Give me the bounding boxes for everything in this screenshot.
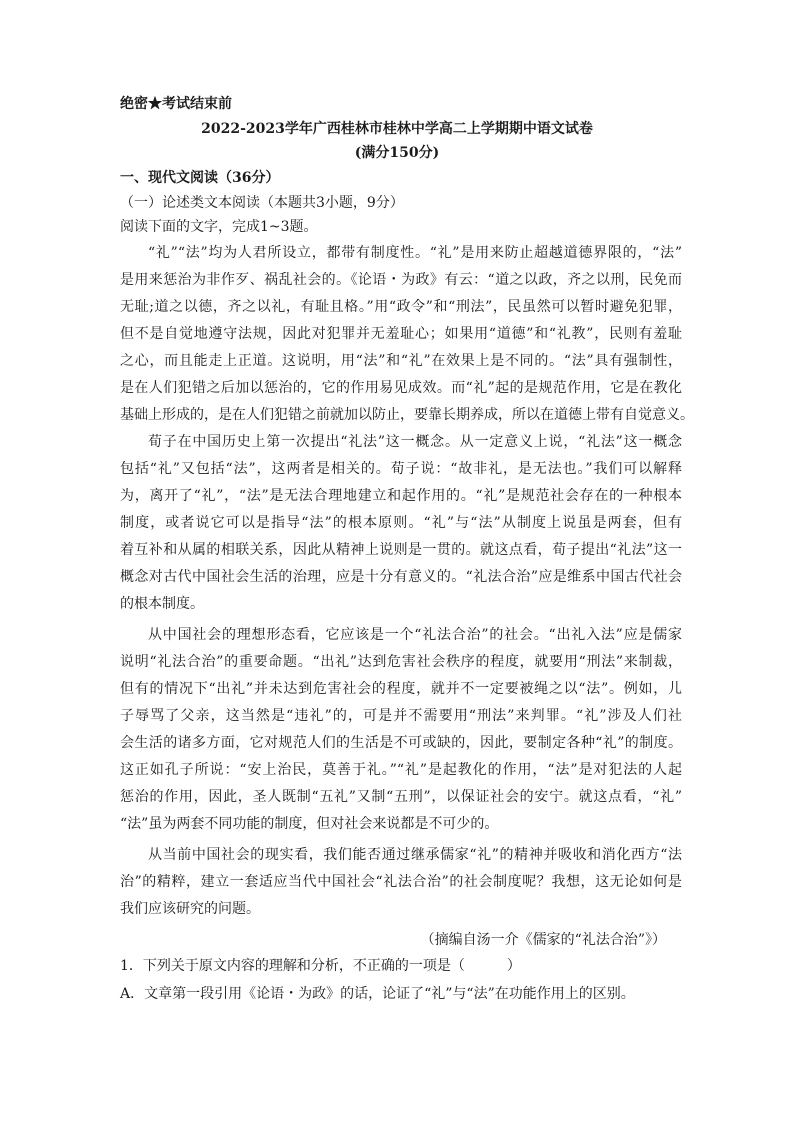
text-line: 说明“礼法合治”的重要命题。“出礼”达到危害社会秩序的程度，就要用“刑法”来制裁， [120, 654, 682, 670]
text-line: 会生活的诸多方面，它对规范人们的生活是不可或缺的，因此，要制定各种“礼”的制度。 [120, 735, 682, 751]
text-line: “礼”“法”均为人君所设立，都带有制度性。“礼”是用来防止超越道德界限的，“法” [148, 245, 682, 261]
text-line: 治”的精粹，建立一套适应当代中国社会“礼法合治”的社会制度呢？我想，这无论如何是 [120, 874, 682, 890]
text-line: 这正如孔子所说：“安上治民，莫善于礼。”“礼”是起教化的作用，“法”是对犯法的人起 [120, 762, 682, 778]
text-line: 之心，而且能走上正道。这说明，用“法”和“礼”在效果上是不同的。“法”具有强制性， [120, 353, 682, 369]
text-line: 但不是自觉地遵守法规，因此对犯罪并无羞耻心；如果用“道德”和“礼教”，民则有羞耻 [120, 326, 682, 342]
text-line: 的根本制度。 [120, 596, 204, 612]
text-line: 但有的情况下“出礼”并未达到危害社会的程度，就并不一定要被绳之以“法”。例如，儿 [120, 681, 682, 697]
reading-instruction: 阅读下面的文字，完成1~3题。 [120, 219, 318, 235]
text-line: 制度，或者说它可以是指导“法”的根本原则。“礼”与“法”从制度上说虽是两套，但有 [120, 515, 682, 531]
text-line: 荀子在中国历史上第一次提出“礼法”这一概念。从一定意义上说，“礼法”这一概念 [148, 434, 682, 450]
text-line: 着互补和从属的相联关系，因此从精神上说则是一贯的。就这点看，荀子提出“礼法”这一 [120, 542, 682, 558]
question-1: 1．下列关于原文内容的理解和分析，不正确的一项是（ ） [120, 958, 521, 974]
text-line: 从当前中国社会的现实看，我们能否通过继承儒家“礼”的精神并吸收和消化西方“法 [148, 847, 682, 863]
text-line: 我们应该研究的问题。 [120, 901, 260, 917]
text-line: “法”虽为两套不同功能的制度，但对社会来说都是不可少的。 [120, 816, 499, 832]
text-line: 是用来惩治为非作歹、祸乱社会的。《论语・为政》有云：“道之以政，齐之以刑，民免而 [120, 272, 682, 288]
text-line: 是在人们犯错之后加以惩治的，它的作用易见成效。而“礼”起的是规范作用，它是在教化 [120, 380, 682, 396]
text-line: 子辱骂了父亲，这当然是“违礼”的，可是并不需要用“刑法”来判罪。“礼”涉及人们社 [120, 708, 682, 724]
passage-source: （摘编自汤一介《儒家的“礼法合治”》） [420, 932, 666, 948]
confidential-label: 绝密★考试结束前 [120, 96, 232, 112]
question-1-option-a: A．文章第一段引用《论语・为政》的话，论证了“礼”与“法”在功能作用上的区别。 [120, 986, 635, 1002]
text-line: 无耻;道之以德，齐之以礼，有耻且格。”用“政令”和“刑法”，民虽然可以暂时避免犯罪， [120, 299, 682, 315]
full-score: (满分150分) [354, 145, 440, 161]
text-line: 概念对古代中国社会生活的治理，应是十分有意义的。“礼法合治”应是维系中国古代社会 [120, 569, 682, 585]
section-heading: 一、现代文阅读（36分） [120, 170, 280, 186]
text-line: 为，离开了“礼”，“法”是无法合理地建立和起作用的。“礼”是规范社会存在的一种根本 [120, 488, 682, 504]
sub-section-heading: （一）论述类文本阅读（本题共3小题，9分） [120, 195, 404, 211]
text-line: 惩治的作用，因此，圣人既制“五礼”又制“五刑”，以保证社会的安宁。就这点看，“礼” [120, 789, 682, 805]
text-line: 基础上形成的，是在人们犯错之前就加以防止，要靠长期养成，所以在道德上带有自觉意义。 [120, 407, 694, 423]
text-line: 包括“礼”又包括“法”，这两者是相关的。荀子说：“故非礼，是无法也。”我们可以解释 [120, 461, 682, 477]
exam-title: 2022-2023学年广西桂林市桂林中学高二上学期期中语文试卷 [201, 121, 593, 137]
text-line: 从中国社会的理想形态看，它应该是一个“礼法合治”的社会。“出礼入法”应是儒家 [148, 627, 682, 643]
